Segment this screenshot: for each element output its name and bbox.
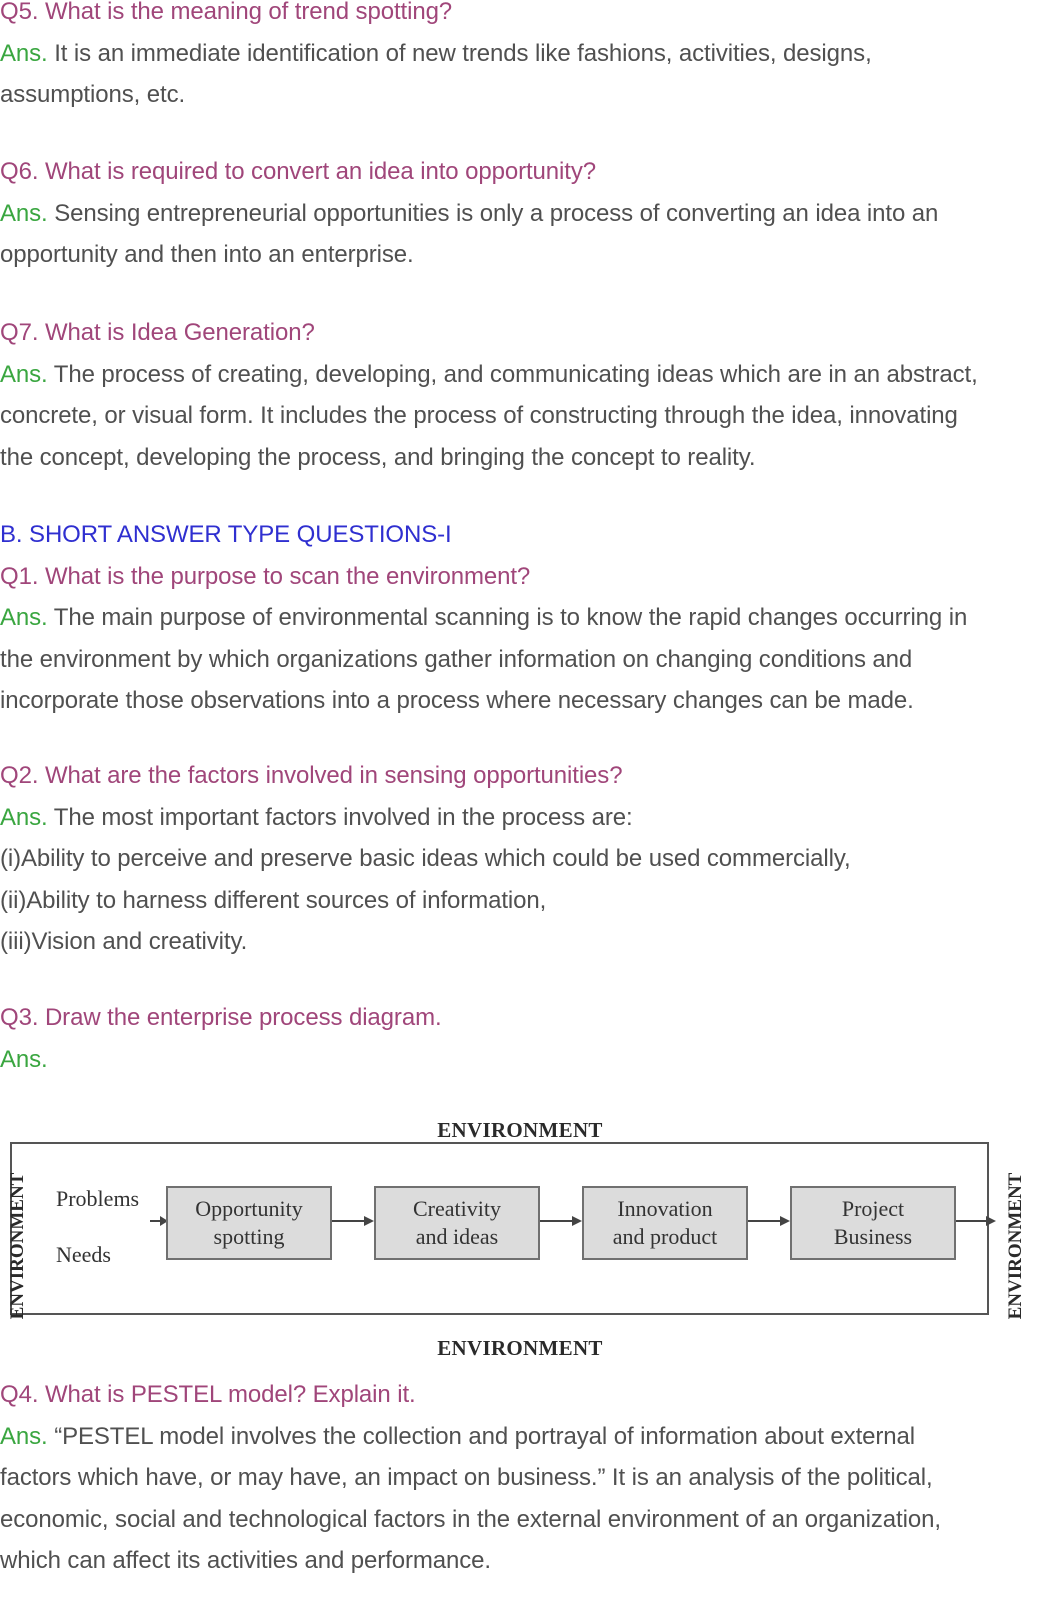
process-box-creativity <box>374 1186 540 1260</box>
arrow-right-icon <box>540 1214 582 1228</box>
process-box-innovation <box>582 1186 748 1260</box>
answer-line: factors which have, or may have, an impact on business.” It is an analysis of the political, <box>0 1464 933 1491</box>
process-box-line1: Innovation <box>617 1196 713 1221</box>
answer-line <box>0 33 1040 75</box>
question-block-q5 <box>0 0 1040 116</box>
process-box-opportunity <box>166 1186 332 1260</box>
answer-line: (i)Ability to perceive and preserve basic ideas which could be used commercially, <box>0 845 851 872</box>
process-box-line2: spotting <box>213 1224 285 1249</box>
answer-label: Ans. <box>0 1045 48 1073</box>
answer-label: Ans. <box>0 199 48 227</box>
answer-line: economic, social and technological factors in the external environment of an organization, <box>0 1505 941 1533</box>
question-heading: Q6. What is required to convert an idea into opportunity? <box>0 158 596 185</box>
answer-line <box>0 354 1040 396</box>
process-box-line2: and ideas <box>415 1224 499 1249</box>
answer-text: It is an immediate identification of new trends like fashions, activities, designs, <box>47 39 872 67</box>
question-heading: Q1. What is the purpose to scan the environment? <box>0 562 531 590</box>
answer-line: the environment by which organizations gather information on changing conditions and <box>0 645 913 673</box>
answer-line: incorporate those observations into a process where necessary changes can be made. <box>0 687 914 714</box>
section-heading: B. SHORT ANSWER TYPE QUESTIONS-I <box>0 521 452 548</box>
question-heading: Q3. Draw the enterprise process diagram. <box>0 1004 442 1031</box>
environment-label-left: ENVIRONMENT <box>7 1172 28 1320</box>
process-box-line2: Business <box>833 1224 913 1249</box>
arrow-right-icon <box>956 1214 996 1228</box>
section-b <box>0 514 1040 722</box>
answer-line: opportunity and then into an enterprise. <box>0 241 414 268</box>
question-heading: Q5. What is the meaning of trend spotting? <box>0 0 453 25</box>
process-box-project <box>790 1186 956 1260</box>
answer-line: concrete, or visual form. It includes the process of constructing through the idea, innovating <box>0 402 958 429</box>
answer-text: The process of creating, developing, and communicating ideas which are in an abstract, <box>47 360 978 388</box>
environment-label-right: ENVIRONMENT <box>1005 1172 1026 1320</box>
question-block-b-q3 <box>0 997 1040 1080</box>
answer-label: Ans. <box>0 604 48 631</box>
answer-line: (ii)Ability to harness different sources of information, <box>0 886 547 914</box>
question-block-b-q4 <box>0 1374 1040 1582</box>
answer-text: “PESTEL model involves the collection and portrayal of information about external <box>47 1422 916 1450</box>
answer-line: the concept, developing the process, and bringing the concept to reality. <box>0 443 756 471</box>
question-block-q7 <box>0 312 1040 478</box>
environment-label-top: ENVIRONMENT <box>437 1118 603 1142</box>
answer-line: (iii)Vision and creativity. <box>0 928 248 955</box>
question-heading: Q4. What is PESTEL model? Explain it. <box>0 1381 416 1408</box>
question-block-b-q2 <box>0 755 1040 963</box>
arrow-right-icon <box>748 1214 790 1228</box>
process-box-line1: Opportunity <box>195 1196 303 1221</box>
answer-line <box>0 1416 1040 1458</box>
needs-label: Needs <box>56 1242 111 1267</box>
answer-text: The most important factors involved in the process are: <box>47 803 633 831</box>
answer-line: assumptions, etc. <box>0 81 186 108</box>
answer-label: Ans. <box>0 803 48 831</box>
answer-text: The main purpose of environmental scanning is to know the rapid changes occurring in <box>47 604 968 631</box>
answer-label: Ans. <box>0 39 48 67</box>
answer-line <box>0 193 1040 235</box>
answer-text: Sensing entrepreneurial opportunities is only a process of converting an idea into an <box>47 199 939 227</box>
process-box-line1: Creativity <box>413 1196 501 1221</box>
answer-line <box>0 797 1040 839</box>
enterprise-process-diagram <box>0 1118 1040 1360</box>
answer-label: Ans. <box>0 1422 48 1450</box>
arrow-right-icon <box>332 1214 374 1228</box>
process-box-line2: and product <box>612 1224 718 1249</box>
question-heading: Q2. What are the factors involved in sensing opportunities? <box>0 762 623 789</box>
problems-label: Problems <box>56 1186 140 1211</box>
question-heading: Q7. What is Idea Generation? <box>0 319 315 346</box>
question-block-q6 <box>0 151 1040 276</box>
answer-label: Ans. <box>0 360 48 388</box>
answer-line: which can affect its activities and performance. <box>0 1547 491 1574</box>
environment-label-bottom: ENVIRONMENT <box>437 1336 603 1360</box>
answer-line <box>0 597 1040 639</box>
process-box-line1: Project <box>841 1196 905 1221</box>
